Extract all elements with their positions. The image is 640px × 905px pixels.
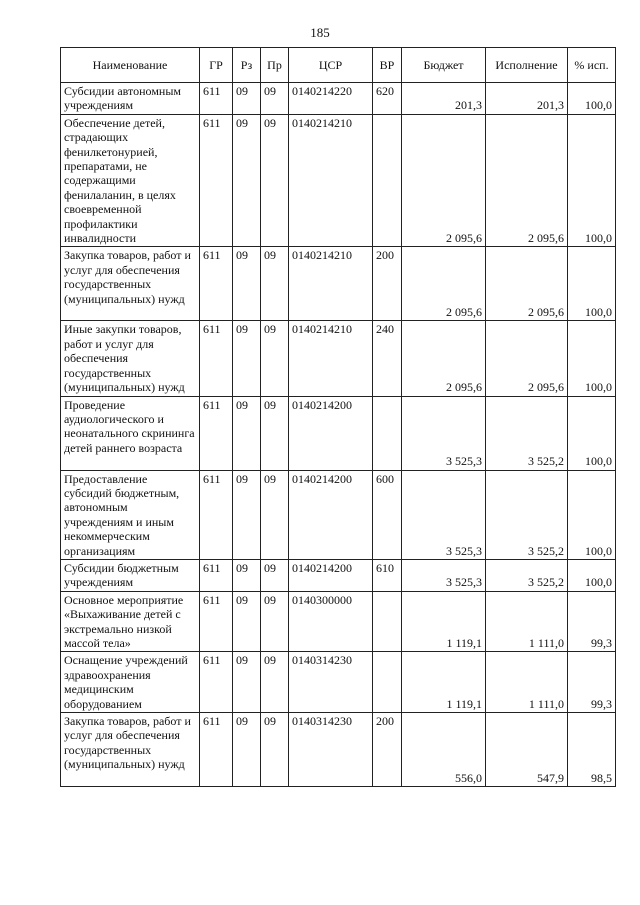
row-vr: 240 bbox=[373, 321, 402, 396]
header-vr: ВР bbox=[373, 48, 402, 83]
table-header-row bbox=[61, 48, 616, 83]
row-rz: 09 bbox=[233, 114, 261, 247]
row-pr: 09 bbox=[261, 652, 289, 713]
row-vr bbox=[373, 396, 402, 470]
row-name: Закупка товаров, работ и услуг для обеспечения государственных (муниципальных) нужд bbox=[61, 713, 200, 787]
row-rz: 09 bbox=[233, 559, 261, 591]
row-execution: 2 095,6 bbox=[486, 321, 568, 396]
row-gr: 611 bbox=[200, 396, 233, 470]
row-rz: 09 bbox=[233, 321, 261, 396]
row-rz: 09 bbox=[233, 591, 261, 652]
page-number: 185 bbox=[310, 25, 330, 40]
row-csr: 0140214200 bbox=[289, 470, 373, 559]
header-csr: ЦСР bbox=[289, 48, 373, 83]
table-row bbox=[61, 321, 616, 396]
row-name: Субсидии бюджетным учреждениям bbox=[61, 559, 200, 591]
table-row bbox=[61, 652, 616, 713]
row-vr: 600 bbox=[373, 470, 402, 559]
row-pr: 09 bbox=[261, 114, 289, 247]
row-vr bbox=[373, 652, 402, 713]
table-row bbox=[61, 114, 616, 247]
row-pr: 09 bbox=[261, 396, 289, 470]
row-pr: 09 bbox=[261, 559, 289, 591]
row-execution: 3 525,2 bbox=[486, 396, 568, 470]
row-execution: 547,9 bbox=[486, 713, 568, 787]
row-name: Предоставление субсидий бюджетным, автономным учреждениям и иным некоммерческим организациям bbox=[61, 470, 200, 559]
header-name: Наименование bbox=[61, 48, 200, 83]
row-percent: 99,3 bbox=[568, 652, 616, 713]
row-percent: 100,0 bbox=[568, 247, 616, 321]
header-gr: ГР bbox=[200, 48, 233, 83]
row-rz: 09 bbox=[233, 470, 261, 559]
row-csr: 0140314230 bbox=[289, 652, 373, 713]
row-budget: 201,3 bbox=[402, 83, 486, 115]
row-percent: 100,0 bbox=[568, 470, 616, 559]
row-gr: 611 bbox=[200, 591, 233, 652]
row-csr: 0140314230 bbox=[289, 713, 373, 787]
row-percent: 98,5 bbox=[568, 713, 616, 787]
row-gr: 611 bbox=[200, 114, 233, 247]
row-gr: 611 bbox=[200, 559, 233, 591]
row-gr: 611 bbox=[200, 321, 233, 396]
row-name: Оснащение учреждений здравоохранения медицинским оборудованием bbox=[61, 652, 200, 713]
row-rz: 09 bbox=[233, 396, 261, 470]
row-csr: 0140214210 bbox=[289, 114, 373, 247]
table-row bbox=[61, 470, 616, 559]
row-csr: 0140214220 bbox=[289, 83, 373, 115]
row-gr: 611 bbox=[200, 652, 233, 713]
header-pr: Пр bbox=[261, 48, 289, 83]
row-pr: 09 bbox=[261, 713, 289, 787]
row-gr: 611 bbox=[200, 470, 233, 559]
table-row bbox=[61, 396, 616, 470]
row-csr: 0140214200 bbox=[289, 559, 373, 591]
row-name: Закупка товаров, работ и услуг для обеспечения государственных (муниципальных) нужд bbox=[61, 247, 200, 321]
row-percent: 100,0 bbox=[568, 83, 616, 115]
row-execution: 3 525,2 bbox=[486, 559, 568, 591]
row-execution: 3 525,2 bbox=[486, 470, 568, 559]
row-name: Обеспечение детей, страдающих фенилкетонурией, препаратами, не содержащими фенилаланин, в целях своевременной профилактики инвалидности bbox=[61, 114, 200, 247]
row-vr bbox=[373, 114, 402, 247]
row-name: Основное мероприятие «Выхаживание детей с экстремально низкой массой тела» bbox=[61, 591, 200, 652]
row-pr: 09 bbox=[261, 83, 289, 115]
row-pr: 09 bbox=[261, 247, 289, 321]
row-percent: 100,0 bbox=[568, 114, 616, 247]
row-percent: 100,0 bbox=[568, 321, 616, 396]
row-gr: 611 bbox=[200, 83, 233, 115]
row-budget: 2 095,6 bbox=[402, 114, 486, 247]
row-vr: 610 bbox=[373, 559, 402, 591]
table-row bbox=[61, 591, 616, 652]
row-budget: 556,0 bbox=[402, 713, 486, 787]
row-csr: 0140214210 bbox=[289, 321, 373, 396]
row-budget: 3 525,3 bbox=[402, 559, 486, 591]
row-rz: 09 bbox=[233, 83, 261, 115]
row-budget: 2 095,6 bbox=[402, 321, 486, 396]
row-vr: 200 bbox=[373, 713, 402, 787]
table-row bbox=[61, 559, 616, 591]
row-budget: 2 095,6 bbox=[402, 247, 486, 321]
row-vr: 200 bbox=[373, 247, 402, 321]
row-execution: 201,3 bbox=[486, 83, 568, 115]
header-rz: Рз bbox=[233, 48, 261, 83]
row-budget: 3 525,3 bbox=[402, 396, 486, 470]
row-name: Иные закупки товаров, работ и услуг для обеспечения государственных (муниципальных) нужд bbox=[61, 321, 200, 396]
row-csr: 0140214200 bbox=[289, 396, 373, 470]
row-budget: 1 119,1 bbox=[402, 591, 486, 652]
row-csr: 0140214210 bbox=[289, 247, 373, 321]
row-percent: 100,0 bbox=[568, 396, 616, 470]
row-name: Проведение аудиологического и неонатального скрининга детей раннего возраста bbox=[61, 396, 200, 470]
row-gr: 611 bbox=[200, 247, 233, 321]
row-pr: 09 bbox=[261, 321, 289, 396]
row-execution: 1 111,0 bbox=[486, 652, 568, 713]
header-percent: % исп. bbox=[568, 48, 616, 83]
row-percent: 99,3 bbox=[568, 591, 616, 652]
row-execution: 2 095,6 bbox=[486, 114, 568, 247]
header-budget: Бюджет bbox=[402, 48, 486, 83]
row-gr: 611 bbox=[200, 713, 233, 787]
budget-table bbox=[60, 47, 616, 787]
row-budget: 3 525,3 bbox=[402, 470, 486, 559]
row-percent: 100,0 bbox=[568, 559, 616, 591]
row-execution: 2 095,6 bbox=[486, 247, 568, 321]
row-name: Субсидии автономным учреждениям bbox=[61, 83, 200, 115]
row-pr: 09 bbox=[261, 591, 289, 652]
header-execution: Исполнение bbox=[486, 48, 568, 83]
row-csr: 0140300000 bbox=[289, 591, 373, 652]
row-rz: 09 bbox=[233, 247, 261, 321]
row-vr: 620 bbox=[373, 83, 402, 115]
row-execution: 1 111,0 bbox=[486, 591, 568, 652]
row-pr: 09 bbox=[261, 470, 289, 559]
row-vr bbox=[373, 591, 402, 652]
table-row bbox=[61, 713, 616, 787]
row-budget: 1 119,1 bbox=[402, 652, 486, 713]
table-row bbox=[61, 247, 616, 321]
table-row bbox=[61, 83, 616, 115]
row-rz: 09 bbox=[233, 713, 261, 787]
row-rz: 09 bbox=[233, 652, 261, 713]
